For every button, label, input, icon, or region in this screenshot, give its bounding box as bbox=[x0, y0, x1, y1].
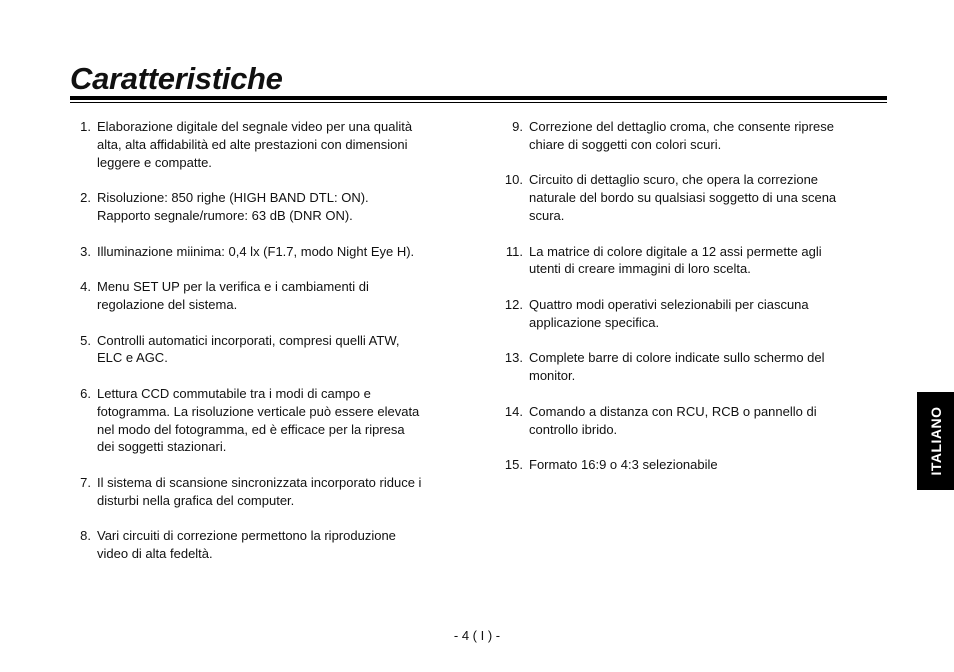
list-item bbox=[70, 474, 456, 510]
list-item bbox=[496, 456, 876, 474]
language-tab-label: ITALIANO bbox=[927, 406, 944, 476]
item-number: 6. bbox=[80, 385, 91, 401]
item-number: 12. bbox=[504, 296, 523, 312]
item-text: Vari circuiti di correzione permettono la riproduzione video di alta fedeltà. bbox=[97, 528, 396, 562]
item-text: Complete barre di colore indicate sullo schermo del monitor. bbox=[529, 350, 825, 384]
page-title: Caratteristiche bbox=[70, 61, 283, 96]
item-text: Comando a distanza con RCU, RCB o pannello di controllo ibrido. bbox=[529, 403, 817, 437]
list-item bbox=[70, 243, 456, 261]
list-item bbox=[70, 278, 456, 314]
list-item bbox=[70, 385, 456, 456]
list-item bbox=[496, 296, 876, 332]
item-text: Illuminazione miinima: 0,4 lx (F1.7, modo Night Eye H). bbox=[97, 243, 415, 259]
language-tab bbox=[917, 392, 954, 490]
item-number: 1. bbox=[80, 119, 91, 134]
item-number: 4. bbox=[80, 279, 91, 295]
item-number: 7. bbox=[80, 474, 91, 490]
item-number: 2. bbox=[80, 190, 91, 206]
list-item bbox=[70, 527, 456, 563]
item-text: Quattro modi operativi selezionabili per ciascuna applicazione specifica. bbox=[529, 296, 809, 330]
list-item bbox=[496, 403, 876, 439]
item-text: Elaborazione digitale del segnale video per una qualità alta, alta affidabilità ed alte prestazioni con dimensioni leggere e compatte. bbox=[97, 119, 413, 170]
item-number: 13. bbox=[504, 350, 523, 366]
list-item bbox=[496, 349, 876, 385]
list-item bbox=[70, 118, 456, 171]
list-item bbox=[496, 118, 876, 154]
item-number: 10. bbox=[504, 172, 523, 188]
item-text: Formato 16:9 o 4:3 selezionabile bbox=[529, 457, 718, 473]
item-text: Circuito di dettaglio scuro, che opera la correzione naturale del bordo su qualsiasi soggetto di una scena scura. bbox=[529, 172, 837, 223]
item-number: 3. bbox=[80, 243, 91, 259]
item-text: Risoluzione: 850 righe (HIGH BAND DTL: ON). Rapporto segnale/rumore: 63 dB (DNR ON). bbox=[97, 190, 369, 223]
item-number: 11. bbox=[505, 243, 523, 259]
features-list-right bbox=[496, 118, 876, 492]
item-text: Il sistema di scansione sincronizzata incorporato riduce i disturbi nella grafica del computer. bbox=[97, 474, 422, 508]
item-number: 9. bbox=[512, 119, 523, 134]
page-number: - 4 ( I ) - bbox=[453, 628, 501, 643]
item-number: 15. bbox=[504, 457, 523, 473]
item-text: Menu SET UP per la verifica e i cambiamenti di regolazione del sistema. bbox=[97, 279, 369, 312]
item-number: 14. bbox=[504, 403, 523, 419]
title-rule-thin bbox=[70, 102, 887, 103]
item-text: Lettura CCD commutabile tra i modi di campo e fotogramma. La risoluzione verticale può essere elevata nel modo del fotogramma, ed è efficace per la ripresa dei soggetti stazionari. bbox=[97, 385, 420, 455]
item-text: Correzione del dettaglio croma, che consente riprese chiare di soggetti con colori scuri. bbox=[529, 119, 834, 152]
features-list-left bbox=[70, 118, 456, 581]
title-rule bbox=[70, 96, 887, 100]
list-item bbox=[70, 189, 456, 225]
item-text: La matrice di colore digitale a 12 assi permette agli utenti di creare immagini di loro scelta. bbox=[529, 243, 822, 277]
item-text: Controlli automatici incorporati, compresi quelli ATW, ELC e AGC. bbox=[97, 332, 400, 366]
list-item bbox=[496, 243, 876, 279]
item-number: 5. bbox=[80, 332, 91, 348]
list-item bbox=[496, 171, 876, 224]
item-number: 8. bbox=[80, 528, 91, 544]
list-item bbox=[70, 332, 456, 368]
